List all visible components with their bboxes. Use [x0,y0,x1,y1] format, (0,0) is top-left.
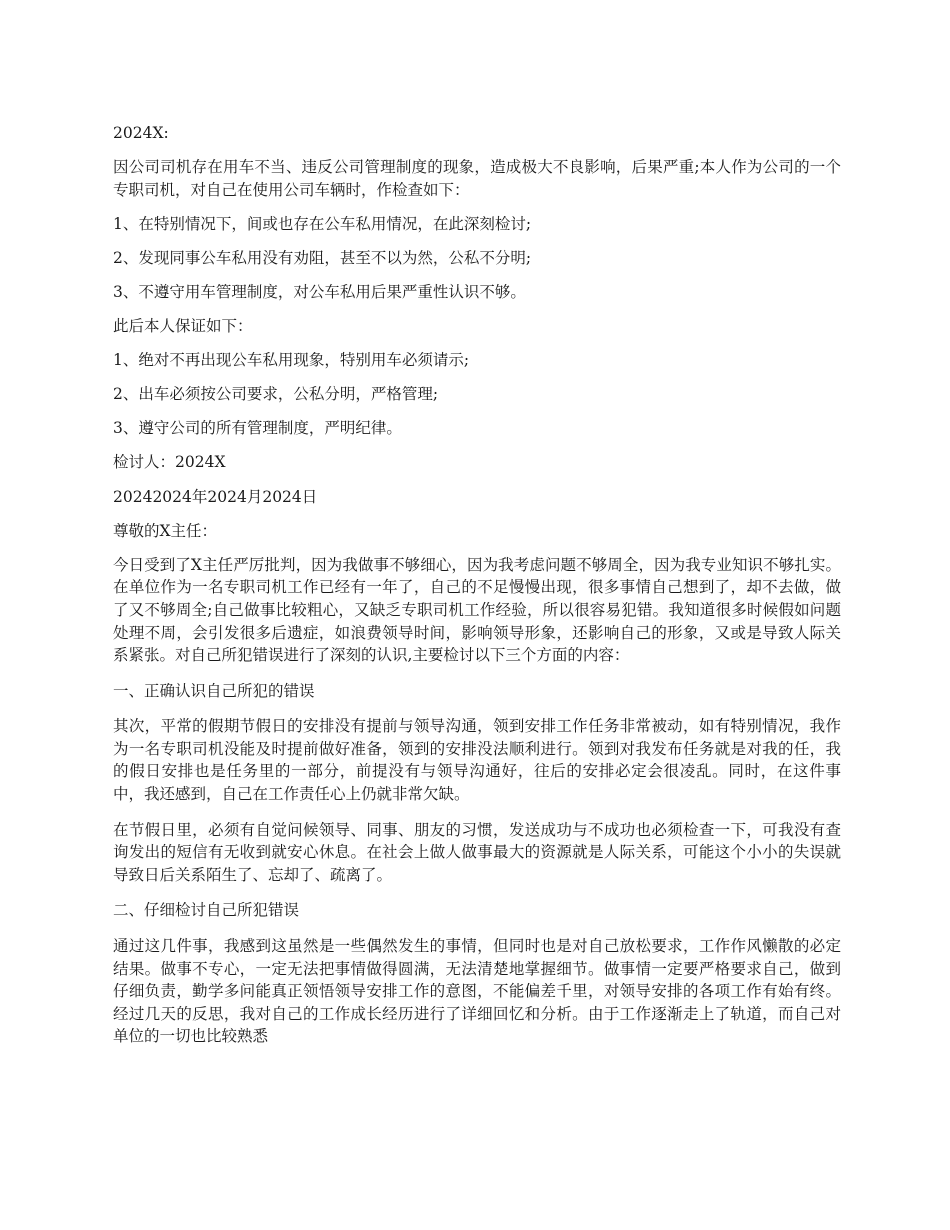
guarantee-heading: 此后本人保证如下： [113,317,253,336]
checklist-item-1: 1、在特别情况下，间或也存在公车私用情况，在此深刻检讨; [113,214,532,233]
section-2-paragraph-1: 通过这几件事，我感到这虽然是一些偶然发生的事情，但同时也是对自己放松要求，工作作风懒散的必定结果。做事不专心，一定无法把事情做得圆满，无法清楚地掌握细节。做事情一定要严格要求自己，做到仔细负责，勤学多问能真正领悟领导安排工作的意图，不能偏差千里，对领导安排的各项工作有始有终。经过几天的反思，我对自己的工作成长经历进行了详细回忆和分析。由于工作逐渐走上了轨道，而自己对单位的一切也比较熟悉 [113,937,841,1046]
document-page [113,122,841,1048]
intro-paragraph: 因公司司机存在用车不当、违反公司管理制度的现象，造成极大不良影响，后果严重;本人作为公司的一个专职司机，对自己在使用公司车辆时，作检查如下： [113,158,841,199]
section-1-paragraph-1: 其次，平常的假期节假日的安排没有提前与领导沟通，领到安排工作任务非常被动，如有特别情况，我作为一名专职司机没能及时提前做好准备，领到的安排没法顺利进行。领到对我发布任务就是对我的任，我的假日安排也是任务里的一部分，前提没有与领导沟通好，往后的安排必定会很凌乱。同时，在这件事中，我还感到，自己在工作责任心上仍就非常欠缺。 [113,717,841,804]
checklist-item-3: 3、不遵守用车管理制度，对公车私用后果严重性认识不够。 [113,282,526,301]
section-heading-2: 二、仔细检讨自己所犯错误 [113,901,300,920]
signature-line: 检讨人：2024X [113,453,226,472]
section-heading-1: 一、正确认识自己所犯的错误 [113,681,315,700]
checklist-item-2: 2、发现同事公车私用没有劝阻，甚至不以为然，公私不分明; [113,248,532,267]
letter-intro-paragraph: 今日受到了X主任严厉批判，因为我做事不够细心，因为我考虑问题不够周全，因为我专业知识不够扎实。 在单位作为一名专职司机工作已经有一年了，自己的不足慢慢出现，很多事情自己想到了，却不去做，做了又不够周全;自己做事比较粗心，又缺乏专职司机工作经验，所以很容易犯错。我知道很多时候假如问题处理不周，会引发很多后遗症，如浪费领导时间，影响领导形象，还影响自己的形象，又或是导致人际关系紧张。对自己所犯错误进行了深刻的认识,主要检讨以下三个方面的内容： [113,555,841,665]
letter-salutation: 尊敬的X主任： [113,521,218,540]
salutation-heading: 2024X: [113,124,169,142]
date-line: 20242024年2024月2024日 [113,487,318,506]
section-1-paragraph-2: 在节假日里，必须有自觉问候领导、同事、朋友的习惯，发送成功与不成功也必须检查一下，可我没有查询发出的短信有无收到就安心休息。在社会上做人做事最大的资源就是人际关系，可能这个小小的失误就导致日后关系陌生了、忘却了、疏离了。 [113,820,841,884]
guarantee-item-1: 1、绝对不再出现公车私用现象，特别用车必须请示; [113,351,470,370]
guarantee-item-2: 2、出车必须按公司要求，公私分明，严格管理; [113,385,439,404]
guarantee-item-3: 3、遵守公司的所有管理制度，严明纪律。 [113,419,402,438]
